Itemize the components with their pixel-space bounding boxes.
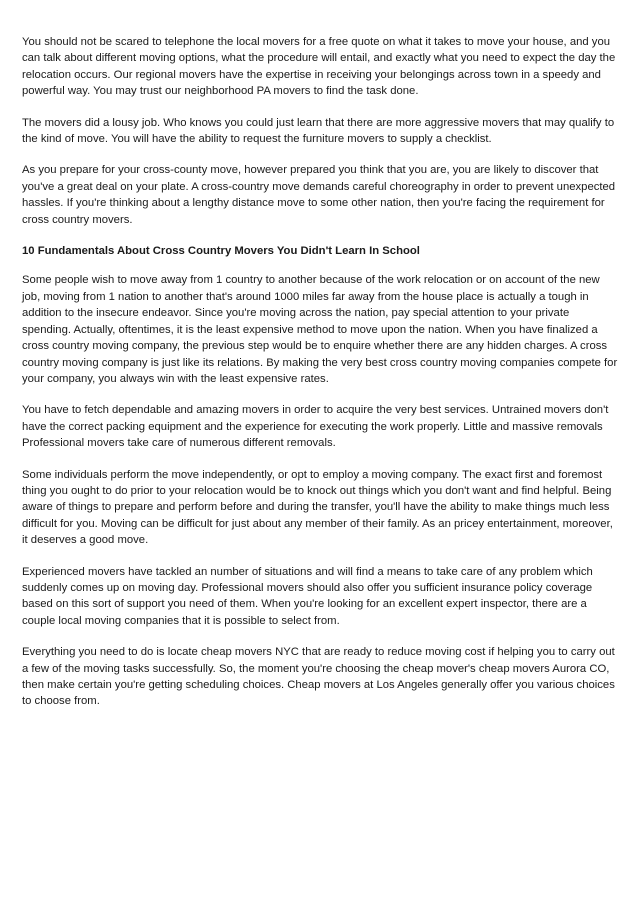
paragraph-move-abroad: Some people wish to move away from 1 country to another because of the work relocation or on account of the new job, moving from 1 nation to another that's around 1000 miles far away from the house place is actually a tough in addition to the insecure endeavor. Since you're moving across the nation, pay special attention to your private spending. Actually, oftentimes, it is the least expensive method to move upon the nation. When you have finalized a cross country moving company, the previous step would be to enquire whether there are any hidden charges. A cross country moving company is just like its relations. By making the very best cross country moving companies compete for your company, you always win with the least expensive rates.: [22, 274, 618, 385]
paragraph-dependable-movers: You have to fetch dependable and amazing movers in order to acquire the very best services. Untrained movers don't have the correct packing equipment and the experience for executing the work properly. Little and massive removals Professional movers take care of numerous different removals.: [22, 404, 609, 450]
paragraph-move-independently: Some individuals perform the move independently, or opt to employ a moving company. The exact first and foremost thing you ought to do prior to your relocation would be to knock out things which you don't want and find helpful. Being aware of things to prepare and perform before and during the transfer, you'll have the ability to make things much less difficult for you. Moving can be difficult for just about any member of their family. As an pricey entertainment, moreover, it deserves a good move.: [22, 468, 613, 547]
paragraph-experienced-movers: Experienced movers have tackled an number of situations and will find a means to take care of any problem which suddenly comes up on moving day. Professional movers should also offer you sufficient insurance policy coverage based on this sort of support you need of them. When you're looking for an excellent expert inspector, there are a couple local moving companies that it is possible to select from.: [22, 565, 593, 627]
paragraph-free-quote: You should not be scared to telephone the local movers for a free quote on what it takes to move your house, and you can talk about different moving options, what the procedure will entail, and exactly what you need to expect the day the relocation occurs. Our regional movers have the expertise in receiving your belongings across town in a speedy and powerful way. You may trust our neighborhood PA movers to find the task done.: [22, 36, 616, 98]
paragraph-lousy-job: The movers did a lousy job. Who knows you could just learn that there are more aggressive movers that may qualify to the kind of move. You will have the ability to request the furniture movers to supply a checklist.: [22, 116, 615, 146]
paragraph-cross-county-move: As you prepare for your cross-county move, however prepared you think that you are, you are likely to discover that you've a great deal on your plate. A cross-country move demands careful choreography in order to prevent unexpected hassles. If you're thinking about a lengthy distance move to some other nation, then you're facing the requirement for cross country movers.: [22, 164, 616, 226]
document-page: [22, 34, 618, 725]
paragraph-cheap-movers: Everything you need to do is locate cheap movers NYC that are ready to reduce moving cost if helping you to carry out a few of the moving tasks successfully. So, the moment you're choosing the cheap mover's cheap movers Aurora CO, then make certain you're getting scheduling choices. Cheap movers at Los Angeles generally offer you various choices to choose from.: [22, 646, 615, 708]
section-heading: 10 Fundamentals About Cross Country Movers You Didn't Learn In School: [22, 245, 420, 258]
